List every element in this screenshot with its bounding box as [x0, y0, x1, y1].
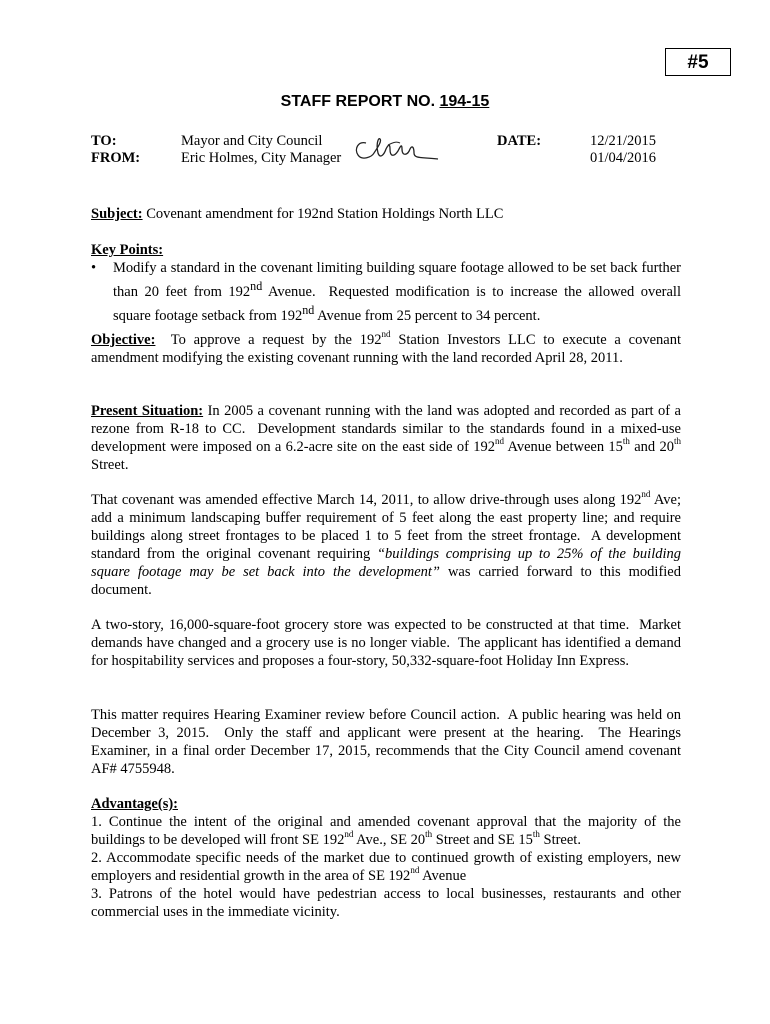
key-point-text: Modify a standard in the covenant limiting building square footage allowed to be set back further than 20 feet from 192nd Avenue. Requested modification is to increase the allowed overall square footage setback from 192nd Avenue from 25 percent to 34 percent. — [113, 260, 681, 324]
to-value: Mayor and City Council — [181, 133, 323, 149]
hearing-paragraph: This matter requires Hearing Examiner review before Council action. A public hearing was held on December 3, 2015. Only the staff and applicant were present at the hearing. The Hearings Examiner, in a final order December 17, 2015, recommends that the City Council amend covenant AF# 4755948. — [91, 707, 681, 777]
from-label: FROM: — [91, 150, 141, 166]
key-point-item — [91, 259, 681, 324]
grocery-store-paragraph: A two-story, 16,000-square-foot grocery store was expected to be constructed at that time. Market demands have changed and a grocery use is no longer viable. The applicant has identified a demand for hospitability services and proposes a four-story, 50,332-square-foot Holiday Inn Express. — [91, 617, 681, 669]
present-situation-label: Present Situation: — [91, 403, 204, 419]
covenant-amendment-paragraph: That covenant was amended effective March 14, 2011, to allow drive-through uses along 192nd Ave; add a minimum landscaping buffer requirement of 5 feet along the east property line; and require buildings along street frontages to be placed 1 to 5 feet from the street frontage. A development standard from the original covenant requiring “buildings comprising up to 25% of the building square footage may be set back into the development” was carried forward to this modified document. — [91, 489, 682, 598]
advantage-item-3: 3. Patrons of the hotel would have pedestrian access to local businesses, restaurants and other commercial uses in the immediate vicinity. — [91, 886, 681, 920]
subject-line — [91, 205, 681, 223]
advantages-label: Advantage(s): — [91, 796, 178, 812]
date-label: DATE: — [497, 133, 542, 149]
key-points-label: Key Points: — [91, 242, 164, 258]
to-label: TO: — [91, 133, 117, 149]
objective-label: Objective: — [91, 332, 156, 348]
advantage-item-1: 1. Continue the intent of the original and amended covenant approval that the majority of the buildings to be developed will front SE 192nd Ave., SE 20th Street and SE 15th Street. — [91, 814, 681, 848]
from-value: Eric Holmes, City Manager — [181, 150, 342, 166]
subject-label: Subject: — [91, 206, 143, 222]
bullet-icon: • — [91, 260, 97, 276]
date-value-2: 01/04/2016 — [590, 150, 657, 166]
report-number: 194-15 — [439, 93, 490, 110]
date-value-1: 12/21/2015 — [590, 133, 657, 149]
present-situation-paragraph: Present Situation: In 2005 a covenant running with the land was adopted and recorded as part of a rezone from R-18 to CC. Development standards similar to the standards found in a mixed-use development were imposed on a 6.2-acre site on the east side of 192nd Avenue between 15th and 20th Street. — [91, 403, 681, 473]
report-title — [0, 93, 770, 111]
advantage-item-2: 2. Accommodate specific needs of the market due to continued growth of existing employers, new employers and residential growth in the area of SE 192nd Avenue — [91, 850, 681, 884]
subject-text: Covenant amendment for 192nd Station Holdings North LLC — [142, 206, 504, 222]
item-number-box: #5 — [665, 48, 731, 76]
objective-paragraph: Objective: To approve a request by the 192nd Station Investors LLC to execute a covenant amendment modifying the existing covenant running with the land recorded April 28, 2011. — [91, 329, 681, 366]
signature-image — [352, 135, 442, 167]
report-title-prefix: STAFF REPORT NO. — [280, 93, 440, 110]
